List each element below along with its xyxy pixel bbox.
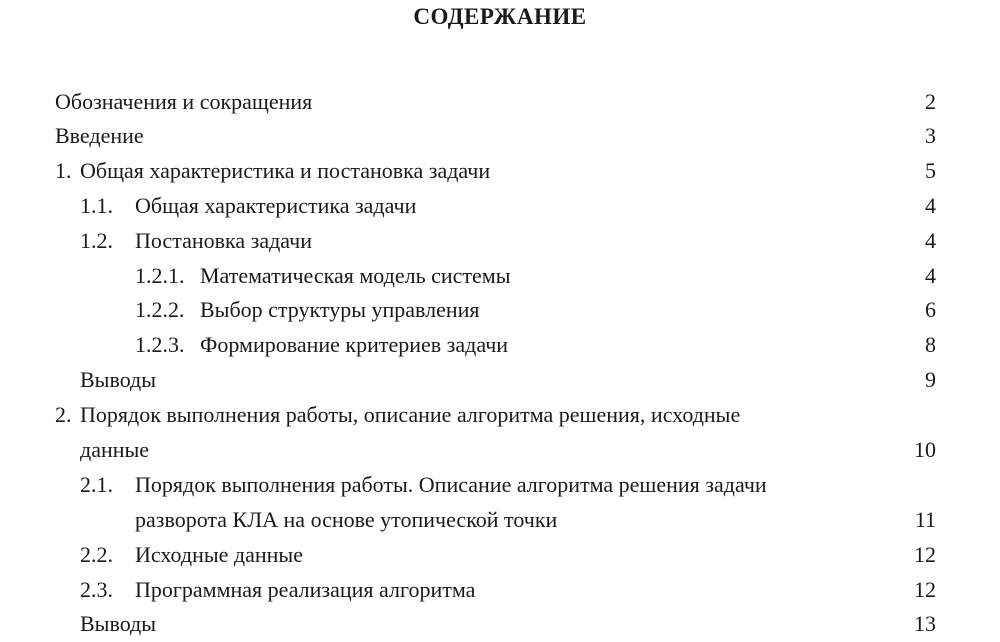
toc-entry-title: Общая характеристика и постановка задачи xyxy=(80,158,491,183)
toc-entry-title: Введение xyxy=(55,123,144,148)
toc-entry-number: 2.1. xyxy=(80,472,113,497)
toc-entry-continuation xyxy=(0,434,1000,466)
toc-entry-number: 2.3. xyxy=(80,577,113,602)
toc-entry-page: 9 xyxy=(925,367,936,392)
toc-entry-number: 1.2.3. xyxy=(135,332,185,357)
toc-entry-page: 4 xyxy=(925,263,936,288)
toc-entry xyxy=(0,155,1000,187)
toc-entry-page: 6 xyxy=(925,297,936,322)
toc-entry-page: 5 xyxy=(925,158,936,183)
toc-entry-title: Выбор структуры управления xyxy=(200,297,480,322)
toc-entry-page: 12 xyxy=(914,542,936,567)
toc-entry-number: 1.2.1. xyxy=(135,263,185,288)
toc-entry-page: 13 xyxy=(914,611,936,636)
toc-entry-page: 4 xyxy=(925,193,936,218)
toc-entry-title: Программная реализация алгоритма xyxy=(135,577,476,602)
toc-entry-number: 2. xyxy=(55,402,72,427)
toc-entry-title: Выводы xyxy=(80,611,157,636)
toc-entry-page: 10 xyxy=(914,437,936,462)
toc-entry-title: Порядок выполнения работы, описание алгоритма решения, исходные xyxy=(80,402,741,427)
toc-entry xyxy=(0,364,1000,396)
toc-entry-page: 4 xyxy=(925,228,936,253)
toc-entry-page: 12 xyxy=(914,577,936,602)
toc-entry xyxy=(0,539,1000,571)
toc-entry-page: 11 xyxy=(914,507,936,532)
toc-entry xyxy=(0,608,1000,640)
toc-entry-title: Общая характеристика задачи xyxy=(135,193,417,218)
toc-entry-number: 1.2. xyxy=(80,228,113,253)
toc-entry-number: 1.1. xyxy=(80,193,113,218)
toc-entry-title: Математическая модель системы xyxy=(200,263,511,288)
toc-entry xyxy=(0,120,1000,152)
toc-entry-number: 1.2.2. xyxy=(135,297,185,322)
toc-entry xyxy=(0,86,1000,118)
toc-title: СОДЕРЖАНИЕ xyxy=(413,4,587,29)
toc-entry-number: 2.2. xyxy=(80,542,113,567)
toc-entry xyxy=(0,469,1000,501)
toc-entry-page: 8 xyxy=(925,332,936,357)
toc-entry-title-continued: данные xyxy=(80,437,150,462)
toc-entry xyxy=(0,190,1000,222)
toc-entry xyxy=(0,329,1000,361)
toc-entry-title: Исходные данные xyxy=(135,542,303,567)
toc-entry-page: 3 xyxy=(925,123,936,148)
toc-entry-title: Обозначения и сокращения xyxy=(55,89,313,114)
toc-entry xyxy=(0,294,1000,326)
toc-entry-title: Порядок выполнения работы. Описание алгоритма решения задачи xyxy=(135,472,767,497)
toc-entry xyxy=(0,225,1000,257)
toc-entry-page: 2 xyxy=(925,89,936,114)
toc-entry xyxy=(0,260,1000,292)
toc-entry-title: Выводы xyxy=(80,367,157,392)
toc-entry-number: 1. xyxy=(55,158,72,183)
toc-entry xyxy=(0,574,1000,606)
toc-entry-title: Формирование критериев задачи xyxy=(200,332,509,357)
toc-entry-continuation xyxy=(0,504,1000,536)
toc-entry-title-continued: разворота КЛА на основе утопической точки xyxy=(135,507,558,532)
toc-entry xyxy=(0,399,1000,431)
toc-entry-title: Постановка задачи xyxy=(135,228,312,253)
